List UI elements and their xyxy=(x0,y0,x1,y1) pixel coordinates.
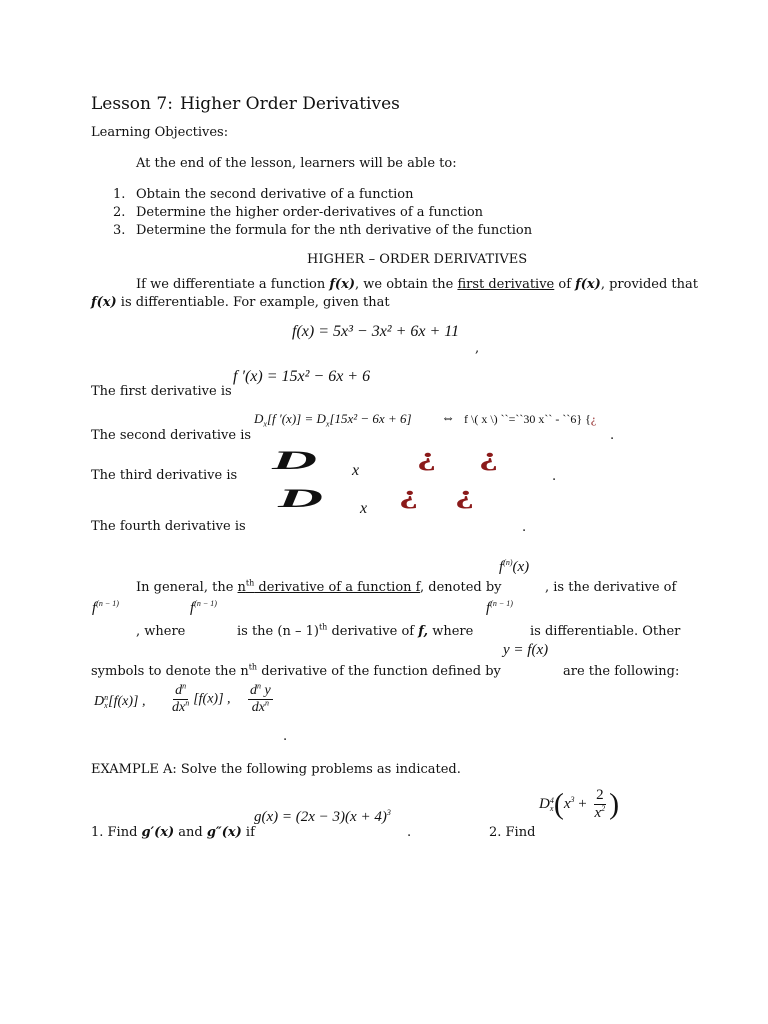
question-text: if xyxy=(241,825,255,840)
notation-leibniz-f xyxy=(168,681,231,715)
y-equals-fx: y = f(x) xyxy=(503,642,549,658)
d-operator: D xyxy=(539,795,550,812)
intro-text: , we obtain the xyxy=(355,277,458,292)
fraction xyxy=(170,681,191,715)
second-derivative-equation xyxy=(254,411,412,429)
eq-part: [f ′(x)] = D xyxy=(266,411,326,426)
section-heading: HIGHER – ORDER DERIVATIVES xyxy=(307,252,528,267)
third-derivative-label: The third derivative is xyxy=(91,468,238,483)
superscript-n: n xyxy=(104,693,109,702)
fx-term: f(x) xyxy=(575,277,601,292)
x-term: x xyxy=(594,805,602,821)
broken-x-glyph: x xyxy=(352,462,360,479)
general-text: , is the derivative of xyxy=(545,580,677,595)
f-term: f, xyxy=(418,624,429,639)
broken-x-glyph: x xyxy=(360,500,368,517)
objective-number: 2. xyxy=(113,205,126,220)
eq-part: [15x² − 6x + 6] xyxy=(329,411,412,426)
g-double-prime-term: g″(x) xyxy=(206,825,242,840)
q1-function xyxy=(254,810,391,825)
notation-tail: [f(x)] , xyxy=(193,691,231,707)
th-superscript: th xyxy=(245,578,255,588)
given-function: f(x) = 5x³ − 3x² + 6x + 11 xyxy=(292,323,460,340)
intro-text: of xyxy=(554,277,576,292)
period: . xyxy=(407,825,412,840)
subscript-x: x xyxy=(549,803,554,813)
th-superscript: th xyxy=(318,622,328,632)
f-symbol: f xyxy=(486,600,491,616)
exponent: 2 xyxy=(601,804,606,813)
objective-text: Determine the formula for the nth derivative of the function xyxy=(136,223,533,238)
period: . xyxy=(283,729,288,744)
first-derivative-label: The first derivative is xyxy=(91,384,232,399)
objective-text: Obtain the second derivative of a function xyxy=(136,187,414,202)
subscript-x: x xyxy=(325,419,330,429)
general-line-2b xyxy=(237,622,474,639)
general-line-1 xyxy=(136,578,502,595)
broken-equation xyxy=(464,413,596,425)
lesson-number: Lesson 7: xyxy=(91,94,173,114)
general-text: is the (n – 1) xyxy=(237,624,319,639)
dx-symbol: dx xyxy=(251,700,265,715)
x-term: x xyxy=(563,795,571,812)
lesson-title: Higher Order Derivatives xyxy=(180,94,400,114)
broken-char: ¿ xyxy=(590,412,597,426)
superscript: (n − 1) xyxy=(96,599,119,608)
dx-symbol: dx xyxy=(172,700,186,715)
general-text: In general, the xyxy=(136,580,238,595)
general-line-3b: are the following: xyxy=(563,664,680,679)
numerator: 2 xyxy=(596,787,604,803)
fnm1-notation xyxy=(486,601,513,616)
objective-number: 1. xyxy=(113,187,126,202)
plus-sign: + xyxy=(574,795,591,812)
numerator xyxy=(248,681,273,700)
broken-q-glyph: ¿ xyxy=(416,442,437,471)
exponent: 3 xyxy=(386,808,391,817)
fn-notation xyxy=(499,560,529,575)
fraction xyxy=(248,681,273,715)
d-symbol: d xyxy=(250,683,257,698)
y-symbol: y xyxy=(261,683,271,698)
f-symbol: f xyxy=(499,559,504,575)
period: . xyxy=(552,469,557,484)
d-symbol: d xyxy=(175,683,183,698)
fx-term: f(x) xyxy=(91,295,117,310)
exponent: 3 xyxy=(570,794,575,804)
fnm1-notation xyxy=(190,601,217,616)
given-comma: , xyxy=(475,341,480,356)
broken-d-glyph: D xyxy=(278,484,324,513)
broken-equation-text: f \( x \) ``=``30 x`` - ``6} { xyxy=(464,412,591,426)
broken-d-glyph: D xyxy=(272,446,318,475)
objectives-heading: Learning Objectives: xyxy=(91,125,229,140)
f-symbol: f xyxy=(190,600,195,616)
g-prime-term: g′(x) xyxy=(141,825,175,840)
broken-q-glyph: ¿ xyxy=(454,480,475,509)
denominator xyxy=(170,700,191,715)
derivative-of-function: derivative of a function f xyxy=(254,580,420,595)
q1-line xyxy=(91,826,255,839)
period: . xyxy=(522,520,527,535)
th-superscript: th xyxy=(248,662,258,672)
general-line-3 xyxy=(91,662,501,679)
fx-term: f(x) xyxy=(329,277,355,292)
objective-number: 3. xyxy=(113,223,126,238)
superscript-n: n xyxy=(264,698,269,708)
intro-text: is differentiable. For example, given that xyxy=(116,295,390,310)
q2-expression xyxy=(539,788,619,821)
objectives-intro: At the end of the lesson, learners will be able to: xyxy=(136,156,457,171)
q1-equation: g(x) = (2x − 3)(x + 4) xyxy=(254,809,387,825)
general-line-2c: is differentiable. Other xyxy=(530,624,681,639)
superscript: (n − 1) xyxy=(490,599,513,608)
notation-leibniz-y xyxy=(246,681,275,715)
question-text: 1. Find xyxy=(91,825,142,840)
fnm1-notation xyxy=(92,601,119,616)
notation-d-operator xyxy=(94,694,145,710)
period: . xyxy=(610,428,615,443)
notation-tail: [f(x)] , xyxy=(108,694,146,710)
superscript: (n) xyxy=(503,558,513,567)
right-paren: ) xyxy=(609,787,620,821)
fourth-derivative-label: The fourth derivative is xyxy=(91,519,246,534)
left-paren: ( xyxy=(553,787,564,821)
general-text: , denoted by xyxy=(420,580,502,595)
broken-q-glyph: ¿ xyxy=(478,442,499,471)
second-derivative-label: The second derivative is xyxy=(91,428,252,443)
q2-line: 2. Find xyxy=(489,825,536,840)
d-operator: D xyxy=(94,694,105,710)
intro-text: If we differentiate a function xyxy=(136,277,330,292)
denominator xyxy=(592,805,607,821)
superscript-n: n xyxy=(185,698,190,708)
superscript-n: n xyxy=(182,681,187,691)
general-text: symbols to denote the n xyxy=(91,664,249,679)
superscript: (n − 1) xyxy=(194,599,217,608)
first-derivative-equation: f ′(x) = 15x² − 6x + 6 xyxy=(233,368,371,385)
objective-text: Determine the higher order-derivatives of a function xyxy=(136,205,484,220)
general-text: derivative of the function defined by xyxy=(257,664,501,679)
n-text: n xyxy=(237,580,246,595)
denominator xyxy=(250,700,271,715)
nth-derivative-term xyxy=(238,580,420,595)
iff-symbol: ⇔ xyxy=(441,411,455,426)
intro-text: , provided that xyxy=(600,277,698,292)
superscript-4: 4 xyxy=(549,795,554,805)
superscript-n: n xyxy=(257,681,261,691)
f-symbol: f xyxy=(92,600,97,616)
subscript-x: x xyxy=(104,701,108,710)
subscript-x: x xyxy=(263,419,267,429)
general-text: derivative of xyxy=(327,624,419,639)
general-text: where xyxy=(428,624,474,639)
question-text: and xyxy=(174,825,207,840)
d-operator: D xyxy=(254,411,264,426)
intro-line-1 xyxy=(136,278,698,291)
fraction xyxy=(592,788,607,821)
example-heading: EXAMPLE A: Solve the following problems as indicated. xyxy=(91,762,461,777)
general-line-2a: , where xyxy=(136,624,186,639)
broken-q-glyph: ¿ xyxy=(398,480,419,509)
intro-line-2 xyxy=(91,296,390,309)
fx-arg: (x) xyxy=(512,559,530,575)
first-derivative-term: first derivative xyxy=(457,277,555,292)
